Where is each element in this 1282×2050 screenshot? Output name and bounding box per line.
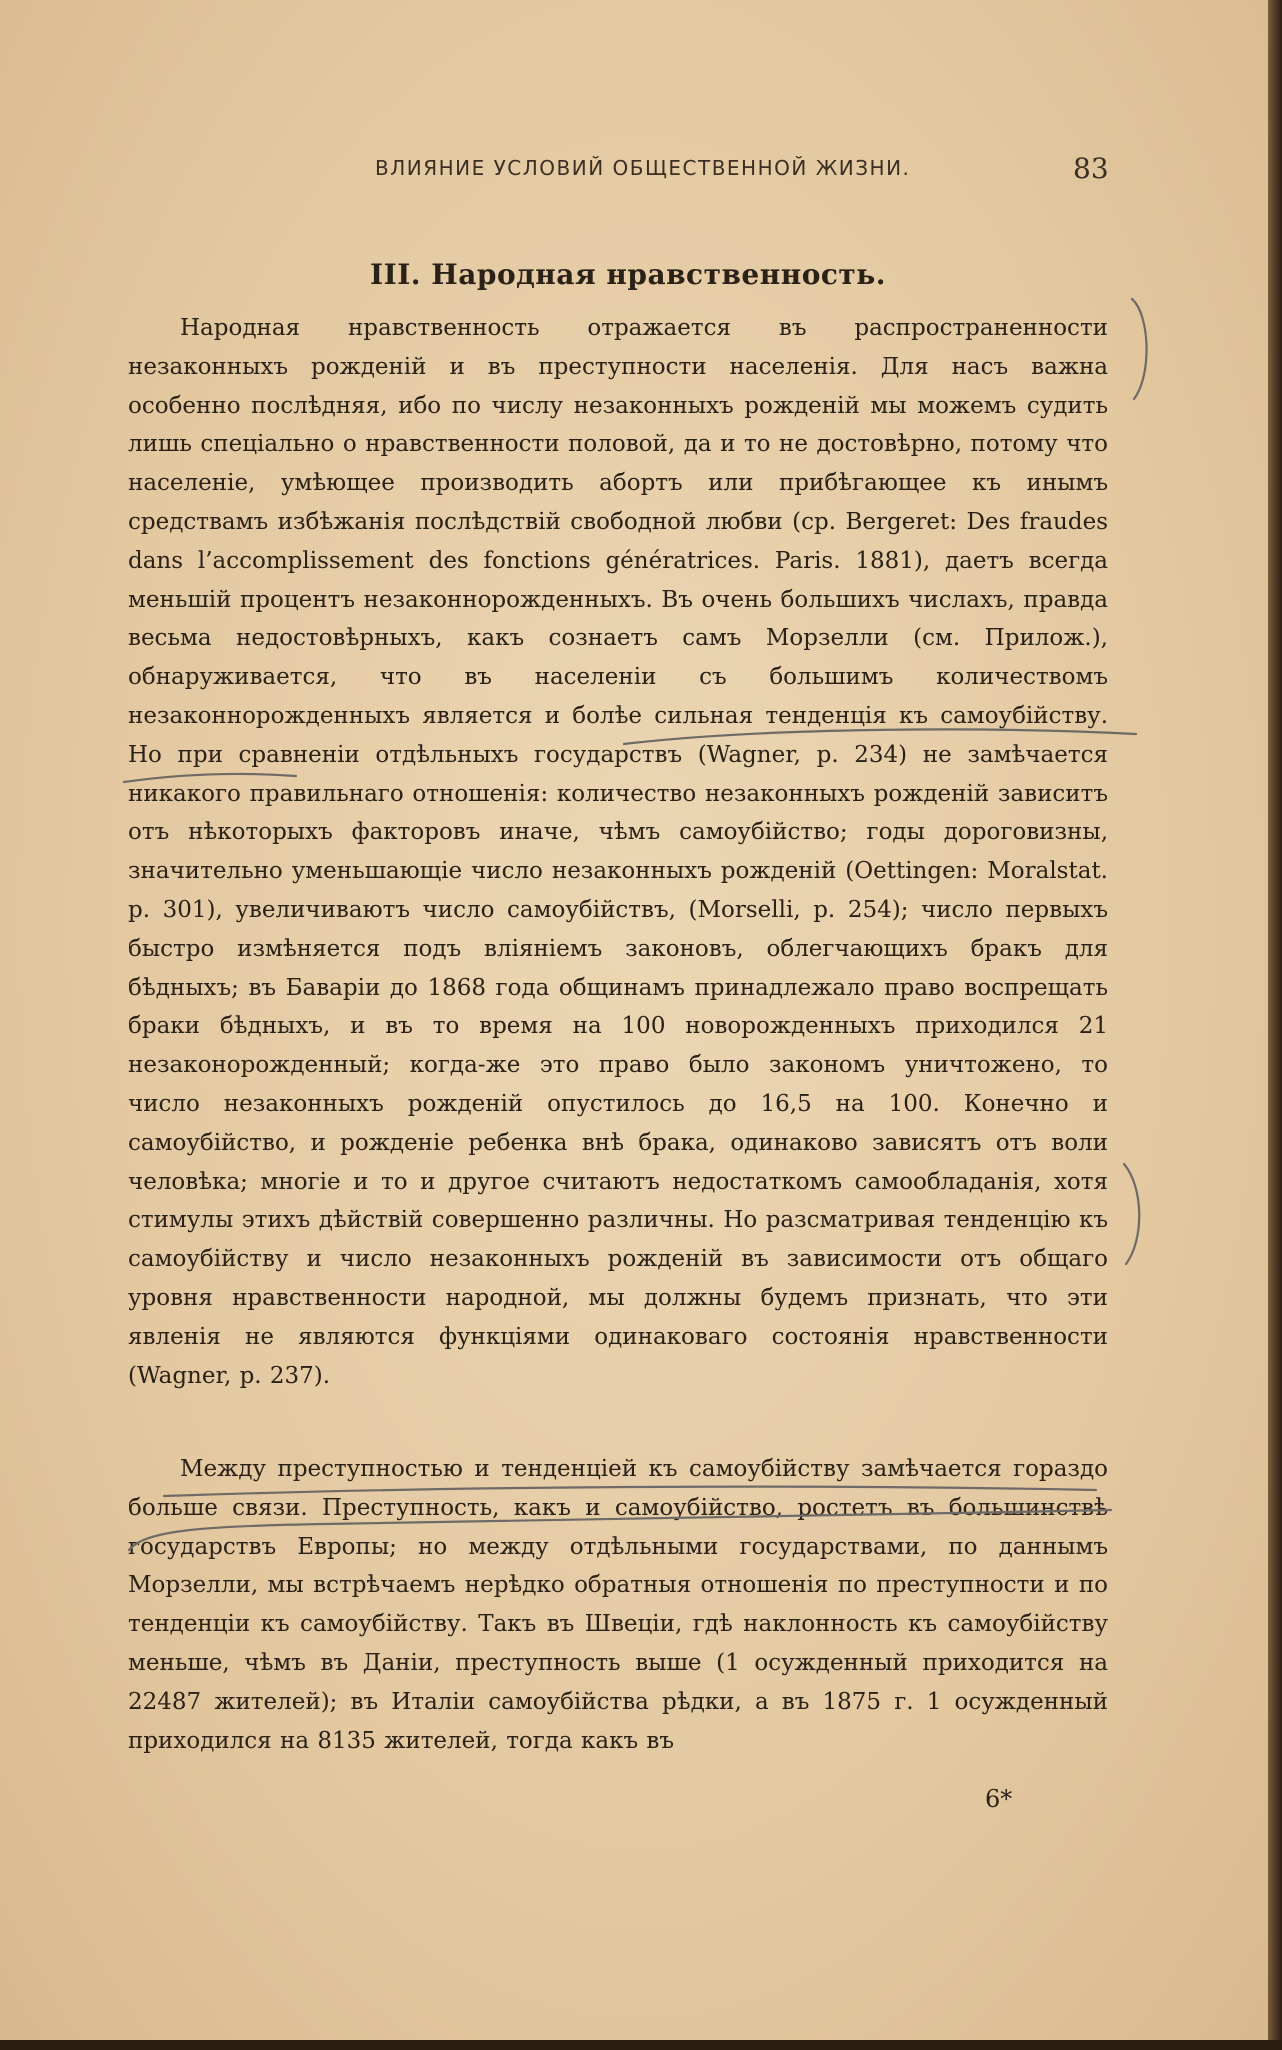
running-head: ВЛИЯНИЕ УСЛОВИЙ ОБЩЕСТВЕННОЙ ЖИЗНИ. bbox=[375, 156, 911, 180]
pencil-underline-2 bbox=[120, 760, 300, 790]
pencil-bracket-middle bbox=[1120, 1160, 1150, 1270]
pencil-bracket-top bbox=[1128, 295, 1158, 405]
signature-mark: 6* bbox=[985, 1785, 1013, 1813]
paragraph-1-text: Народная нравственность отражается въ распространенности незаконныхъ рожденій и въ преступности населенія. Для насъ важна особенно послѣдняя, ибо по числу незаконныхъ рожденій мы можемъ судить лишь спеціально о нравственности половой, да и то не достовѣрно, потому что населеніе, умѣющее производить абортъ или прибѣгающее къ инымъ средствамъ избѣжанія послѣдствій свободной любви (ср. Bergeret: Des fraudes dans l’accomplissement des fonctions génératrices. Paris. 1881), даетъ всегда меньшій процентъ незаконнорожденныхъ. Въ очень большихъ числахъ, правда весьма недостовѣрныхъ, какъ сознаетъ самъ Морзелли (см. Прилож.), обнаруживается, что въ населеніи съ большимъ количествомъ незаконнорожденныхъ является и болѣе сильная тенденція къ самоубійству. Но при сравненіи отдѣльныхъ государствъ (Wagner, p. 234) не замѣчается никакого правильнаго отношенія: количество незаконныхъ рожденій зависитъ отъ нѣкоторыхъ факторовъ иначе, чѣмъ самоубійство; годы дороговизны, значительно уменьшающіе число незаконныхъ рожденій (Oettingen: Moralstat. p. 301), увеличиваютъ число самоубійствъ, (Morselli, p. 254); число первыхъ быстро измѣняется подъ вліяніемъ законовъ, облегчающихъ бракъ для бѣдныхъ; въ Баваріи до 1868 года общинамъ принадлежало право воспрещать браки бѣдныхъ, и въ то время на 100 новорожденныхъ приходился 21 незаконорожденный; когда-же это право было закономъ уничтожено, то число незаконныхъ рожденій опустилось до 16,5 на 100. Конечно и самоубійство, и рожденіе ребенка внѣ брака, одинаково зависятъ отъ воли человѣка; многіе и то и другое считаютъ недостаткомъ самообладанія, хотя стимулы этихъ дѣйствій совершенно различны. Но разсматривая тенденцію къ самоубійству и число незаконныхъ рожденій въ зависимости отъ общаго уровня нравственности народной, мы должны будемъ признать, что эти явленія не являются функціями одинаковаго состоянія нравственности (Wagner, p. 237). bbox=[128, 315, 1108, 1389]
page-number: 83 bbox=[1073, 152, 1109, 185]
paragraph-2-text: Между преступностью и тенденціей къ самоубійству замѣчается гораздо больше связи. Преступность, какъ и самоубійство, ростетъ въ большинствѣ государствъ Европы; но между отдѣльными государствами, по даннымъ Морзелли, мы встрѣчаемъ нерѣдко обратныя отношенія по преступности и по тенденціи къ самоубійству. Такъ въ Швеціи, гдѣ наклонность къ самоубійству меньше, чѣмъ въ Даніи, преступность выше (1 осужденный приходится на 22487 жителей); въ Италіи самоубійства рѣдки, а въ 1875 г. 1 осужденный приходился на 8135 жителей, тогда какъ въ bbox=[128, 1456, 1108, 1754]
paragraph-1 bbox=[128, 309, 1108, 1395]
scan-edge-shadow bbox=[1268, 0, 1282, 2050]
pencil-underline-1 bbox=[620, 720, 1140, 750]
pencil-underline-4 bbox=[125, 1500, 1115, 1560]
scan-bottom-edge bbox=[0, 2040, 1282, 2050]
section-title: III. Народная нравственность. bbox=[370, 258, 887, 291]
